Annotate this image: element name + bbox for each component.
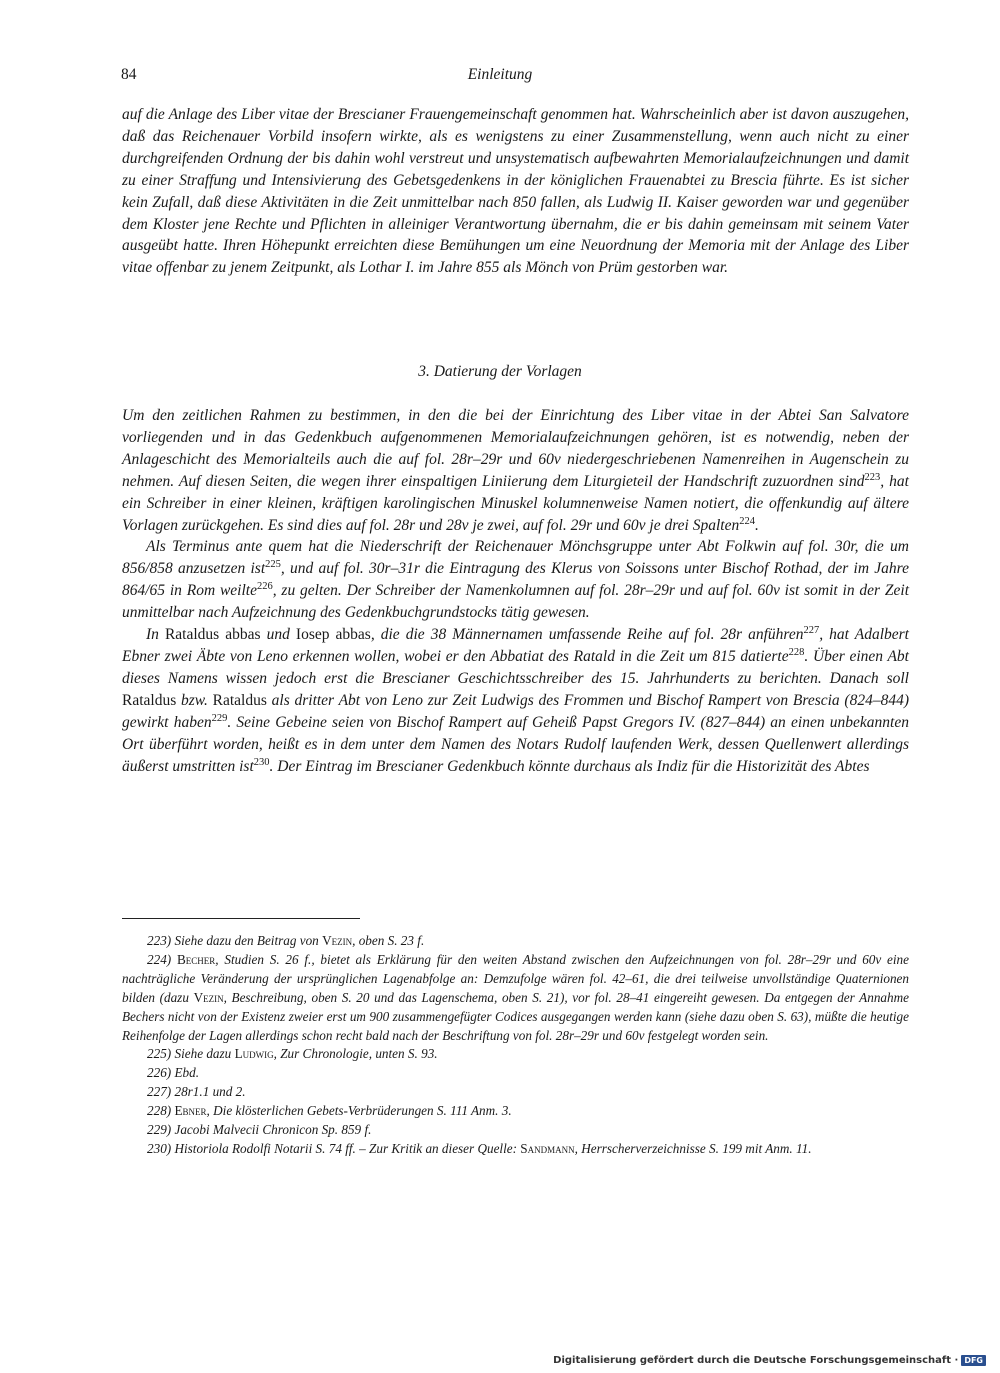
author-name: Ebner	[174, 1103, 207, 1119]
digitization-credit	[553, 1355, 986, 1366]
footnote-text: Siehe dazu den Beitrag von	[174, 933, 323, 948]
paragraph-3-text-e: . Über einen Abt dieses Namens wissen jedoch erst die Brescianer Geschichtsschreiber des 15. Jahrhunderts zu berichten. Danach soll	[122, 647, 909, 687]
paragraph-3-text-h: . Seine Gebeine seien von Bischof Rampert auf Geheiß Papst Gregors IV. (827–844) an einen unbekannten Ort überführt worden, heißt es in dem unter dem Namen des Notars Rudolf laufenden Werk, dessen Quellenwert allerdings äußerst umstritten ist	[122, 713, 909, 775]
footnote-228	[122, 1102, 909, 1121]
footnote-number: 229)	[147, 1122, 172, 1138]
paragraph-1	[122, 405, 909, 536]
name-rataldus-abbas: Rataldus abbas	[164, 626, 261, 644]
footnote-text: Siehe dazu	[174, 1046, 235, 1062]
paragraph-3-text-b: und	[260, 626, 296, 644]
intro-paragraph-text: auf die Anlage des Liber vitae der Brescianer Frauengemeinschaft genommen hat. Wahrscheinlich aber ist davon auszugehen, daß das Reichenauer Vorbild insofern wirkte, als es wenigstens zu einer Zusammenstellung, wenn auch nicht zu einer durchgreifenden Ordnung der bis dahin wohl verstreut und unsystematisch aufbewahrten Memorialaufzeichnungen und damit zu einer Straffung und Intensivierung des Gebetsgedenkens in der königlichen Frauenabtei zu Brescia führte. Es ist sicher kein Zufall, daß diese Aktivitäten in die Zeit unmittelbar nach 850 fallen, als Ludwig II. Kaiser geworden war und gegenüber dem Kloster jene Rechte und Pflichten in alleiniger Verantwortung übernahm, die er bis dahin gemeinsam mit seinem Vater ausgeübt hatte. Ihren Höhepunkt erreichten diese Bemühungen um eine Neuordnung der Memoria mit der Anlage des Liber vitae offenbar zu jenem Zeitpunkt, als Lothar I. im Jahre 855 als Mönch von Prüm gestorben war.	[122, 106, 909, 277]
section-heading: 3. Datierung der Vorlagen	[418, 363, 582, 380]
paragraph-3-text-c: , die die 38 Männernamen umfassende Reihe auf fol. 28r anführen	[370, 626, 804, 644]
paragraph-2-text-c: , zu gelten. Der Schreiber der Namenkolumnen auf fol. 28r–29r und auf fol. 60v ist somit in der Zeit unmittelbar nach Aufzeichnung des Gedenkbuchgrundstocks tätig gewesen.	[122, 582, 909, 622]
footnote-text: , Beschreibung, oben S. 20 und das Lagenschema, oben S. 21), vor fol. 28–41 eingereiht gewesen. Da entgegen der Annahme Bechers nicht von der Existenz zweier erst um 900 zusammengefügter Codices ausgegangen werden kann (siehe dazu oben S. 63), müßte die heutige Reihenfolge der Lagen allerdings schon recht bald nach der Beschriftung von fol. 28r–29r und 60v festgelegt worden sein.	[122, 989, 909, 1043]
paragraph-2	[122, 536, 909, 624]
footnote-number: 224)	[147, 951, 172, 967]
footnote-text: , Herrscherverzeichnisse S. 199 mit Anm. 11.	[574, 1140, 812, 1156]
section-body	[122, 405, 909, 777]
footnote-text: , Studien S. 26 f., bietet als Erklärung für den weiten Abstand zwischen den Aufzeichnungen von fol. 28r–29r und 60v eine nachträgliche Veränderung der ursprünglichen Lagenabfolge an: Demzufolge wären fol. 42–61, die drei teilweise unvollständige Quaternionen bilden (dazu	[122, 951, 909, 1005]
footnote-230	[122, 1140, 909, 1159]
footnote-ref-226[interactable]: 226	[256, 581, 273, 593]
paragraph-1-text-a: Um den zeitlichen Rahmen zu bestimmen, in den die bei der Einrichtung des Liber vitae in der Abtei San Salvatore vorliegenden und in das Gedenkbuch aufgenommenen Memorialaufzeichnungen gehören, ist es notwendig, neben der Anlageschicht des Memorialteils auch die auf fol. 28r–29r und 60v niedergeschriebenen Namenreihen in Augenschein zu nehmen. Auf diesen Seiten, die wegen ihrer einspaltigen Liniierung dem Liturgieteil der Handschrift zuzuordnen sind	[122, 407, 909, 490]
author-name: Sandmann	[520, 1140, 575, 1156]
paragraph-3-text-g: als dritter Abt von Leno zur Zeit Ludwigs des Frommen und Bischof Rampert von Brescia (824–844) gewirkt haben	[122, 691, 909, 731]
footnote-ref-230[interactable]: 230	[253, 756, 270, 768]
footnote-ref-223[interactable]: 223	[864, 471, 881, 483]
footnote-text: , oben S. 23 f.	[352, 933, 425, 948]
footnote-ref-227[interactable]: 227	[803, 625, 820, 637]
page-number: 84	[121, 66, 137, 83]
name-rataldus: Rataldus	[122, 691, 177, 709]
footnote-ref-229[interactable]: 229	[211, 712, 228, 724]
paragraph-1-text-c: .	[754, 516, 759, 534]
name-rataldus-variant: Rataldus	[212, 691, 267, 709]
footnote-number: 223)	[147, 933, 172, 948]
paragraph-3-text-f: bzw.	[176, 691, 213, 709]
footnote-text: Historiola Rodolfi Notarii S. 74 ff. – Zur Kritik an dieser Quelle:	[174, 1140, 521, 1156]
footnote-number: 228)	[147, 1103, 172, 1119]
paragraph-3-text-d: , hat Adalbert Ebner zwei Äbte von Leno erkennen wollen, wobei er den Abbatiat des Ratald in die Zeit um 815 datierte	[122, 626, 909, 665]
footnote-number: 227)	[147, 1084, 172, 1100]
footnote-text: , Die klösterlichen Gebets-Verbrüderungen S. 111 Anm. 3.	[206, 1103, 512, 1119]
footnotes	[122, 932, 909, 1159]
footnote-225	[122, 1045, 909, 1064]
running-head: Einleitung	[467, 66, 533, 83]
footnote-divider	[122, 918, 360, 919]
footnote-text: Jacobi Malvecii Chronicon Sp. 859 f.	[174, 1122, 372, 1138]
footnote-number: 225)	[147, 1046, 172, 1062]
author-name: Becher	[176, 951, 216, 967]
dfg-logo-icon: DFG	[961, 1355, 986, 1366]
footnote-ref-224[interactable]: 224	[739, 515, 755, 527]
footnote-229	[122, 1121, 909, 1140]
footnote-text: 28r1.1 und 2.	[174, 1084, 246, 1100]
author-name: Vezin	[193, 989, 224, 1005]
footnote-number: 226)	[147, 1065, 172, 1081]
footnote-text: , Zur Chronologie, unten S. 93.	[273, 1046, 438, 1062]
author-name: Vezin	[322, 933, 353, 948]
footnote-ref-225[interactable]: 225	[265, 559, 281, 571]
footnote-224	[122, 951, 909, 1046]
footnote-227	[122, 1083, 909, 1102]
paragraph-1-text-b: , hat ein Schreiber in einer kleinen, kräftigen karolingischen Minuskel kolumnenweise Namen notiert, die offenkundig auf ältere Vorlagen zurückgehen. Es sind dies auf fol. 28r und 28v je zwei, auf fol. 29r und 60v je drei Spalten	[122, 472, 909, 534]
paragraph-3-text-a: In	[146, 626, 165, 644]
footnote-text: Ebd.	[174, 1065, 200, 1081]
footnote-223	[122, 932, 909, 951]
footnote-number: 230)	[147, 1140, 172, 1156]
footnote-226	[122, 1064, 909, 1083]
name-iosep-abbas: Iosep abbas	[295, 626, 371, 644]
paragraph-2-text-a: Als Terminus ante quem hat die Niederschrift der Reichenauer Mönchsgruppe unter Abt Folkwin auf fol. 30r, die um 856/858 anzusetzen ist	[122, 538, 909, 578]
footnote-ref-228[interactable]: 228	[788, 646, 805, 658]
author-name: Ludwig	[234, 1046, 274, 1062]
paragraph-2-text-b: , und auf fol. 30r–31r die Eintragung des Klerus von Soissons unter Bischof Rothad, der im Jahre 864/65 in Rom weilte	[122, 560, 909, 600]
paragraph-3	[122, 624, 909, 777]
credit-text: Digitalisierung gefördert durch die Deutsche Forschungsgemeinschaft ·	[553, 1355, 959, 1366]
paragraph-3-text-i: . Der Eintrag im Brescianer Gedenkbuch könnte durchaus als Indiz für die Historizität des Abtes	[269, 757, 870, 775]
intro-paragraph	[122, 104, 909, 279]
